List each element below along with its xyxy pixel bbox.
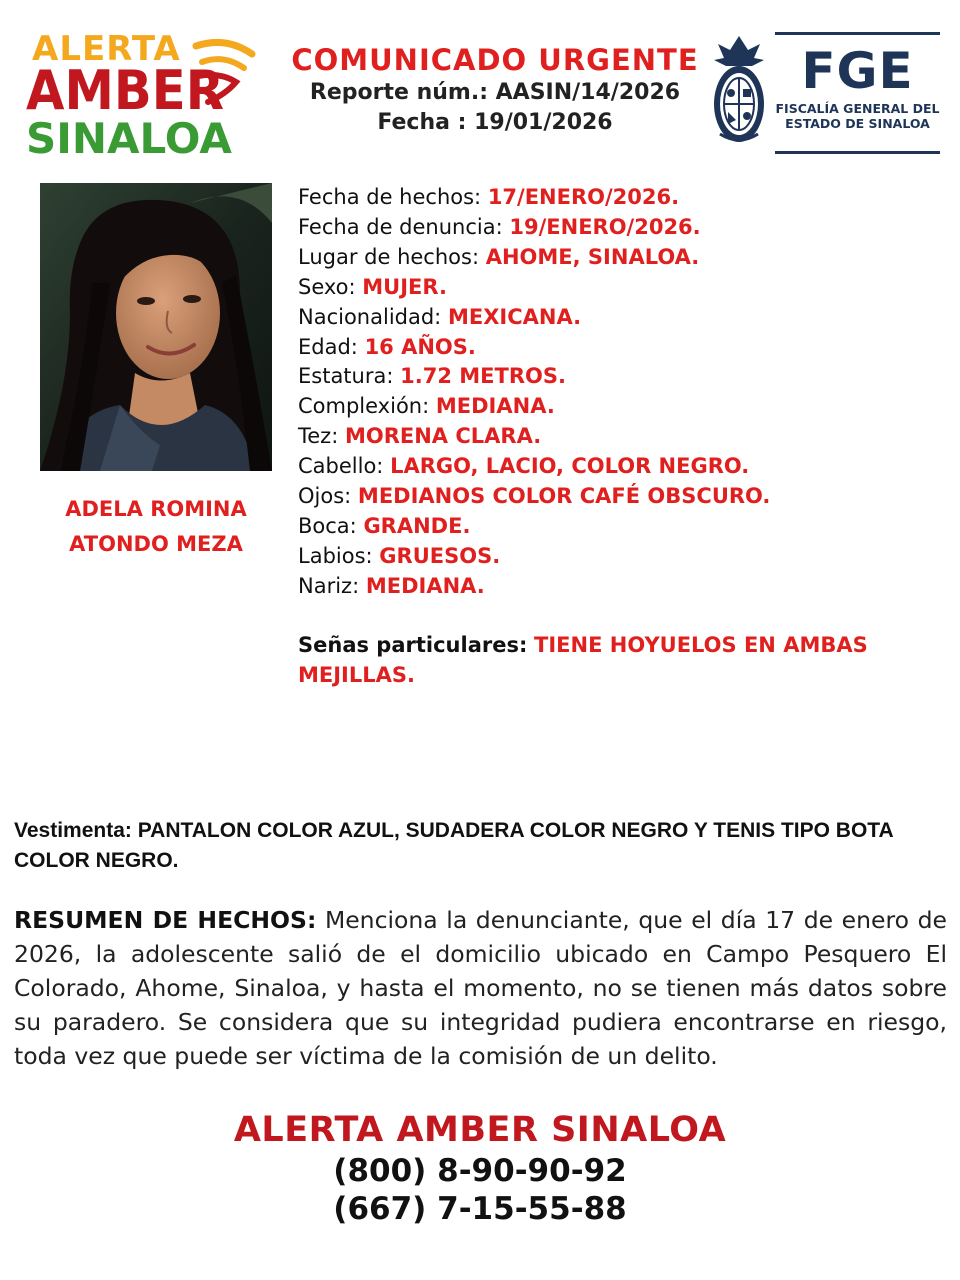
- detail-label: Sexo:: [298, 274, 356, 299]
- detail-edad: [298, 333, 938, 363]
- detail-estatura: [298, 362, 938, 392]
- detail-label: Fecha de hechos:: [298, 185, 482, 209]
- detail-label: Estatura:: [298, 364, 394, 389]
- detail-value: MORENA CLARA.: [344, 424, 542, 449]
- summary-label: RESUMEN DE HECHOS:: [14, 906, 317, 934]
- detail-ojos: [298, 482, 938, 512]
- senas-value: TIENE HOYUELOS EN AMBAS MEJILLAS.: [298, 633, 868, 687]
- alerta-amber-logo: [22, 30, 262, 165]
- footer-title: ALERTA AMBER SINALOA: [233, 1110, 727, 1150]
- clothing-description: Vestimenta: PANTALON COLOR AZUL, SUDADERA COLOR NEGRO Y TENIS TIPO BOTA COLOR NEGRO.: [14, 819, 893, 872]
- detail-lugar-hechos: [298, 243, 938, 273]
- detail-label: Boca:: [298, 513, 357, 538]
- detail-boca: [298, 512, 938, 542]
- detail-value: GRANDE.: [363, 513, 471, 538]
- phone-number-1[interactable]: (800) 8-90-90-92: [333, 1153, 627, 1189]
- sinaloa-coat-of-arms-icon: [710, 30, 768, 150]
- detail-fecha-hechos: [298, 183, 938, 213]
- detail-sexo: [298, 273, 938, 303]
- contact-footer: [0, 1108, 960, 1228]
- report-date: Fecha : 19/01/2026: [377, 110, 613, 135]
- communique-title: COMUNICADO URGENTE: [291, 43, 699, 77]
- fge-name-line1: FISCALÍA GENERAL DEL: [775, 101, 940, 116]
- senas-label: Señas particulares:: [298, 633, 528, 657]
- missing-person-photo: [40, 183, 272, 471]
- detail-label: Edad:: [298, 334, 358, 359]
- fge-acronym: FGE: [801, 42, 914, 100]
- detail-complexion: [298, 392, 938, 422]
- distinguishing-marks: [298, 630, 938, 690]
- detail-value: MEDIANOS COLOR CAFÉ OBSCURO.: [357, 484, 771, 509]
- detail-fecha-denuncia: [298, 213, 938, 243]
- logo-word-alerta: ALERTA: [32, 29, 181, 69]
- detail-value: 16 AÑOS.: [364, 334, 476, 359]
- detail-label: Complexión:: [298, 394, 430, 419]
- phone-number-2[interactable]: (667) 7-15-55-88: [333, 1191, 627, 1227]
- details-list: [298, 183, 938, 602]
- detail-label: Lugar de hechos:: [298, 244, 480, 269]
- detail-label: Nariz:: [298, 573, 360, 598]
- detail-cabello: [298, 452, 938, 482]
- summary-text: Menciona la denunciante, que el día 17 de enero de 2026, la adolescente salió de el domicilio ubicado en Campo Pesquero El Colorado, Ahome, Sinaloa, y hasta el momento, no se tienen más datos sobre su paradero. Se considera que su integridad pudiera encontrarse en riesgo, toda vez que puede ser víctima de la comisión de un delito.: [14, 906, 947, 1070]
- report-number: Reporte núm.: AASIN/14/2026: [309, 80, 681, 105]
- person-name-line2: ATONDO MEZA: [69, 532, 243, 556]
- detail-label: Tez:: [298, 424, 339, 449]
- detail-value: MEXICANA.: [447, 304, 582, 329]
- fge-name-line2: ESTADO DE SINALOA: [785, 116, 930, 131]
- fge-logo: [775, 32, 940, 154]
- detail-label: Cabello:: [298, 454, 384, 479]
- detail-value: GRUESOS.: [379, 543, 501, 568]
- detail-value: MEDIANA.: [435, 394, 555, 419]
- case-summary: [14, 903, 947, 1073]
- detail-value: MUJER.: [362, 274, 447, 299]
- person-name-line1: ADELA ROMINA: [65, 497, 247, 521]
- detail-value: 1.72 METROS.: [400, 364, 566, 389]
- detail-nacionalidad: [298, 303, 938, 333]
- detail-value: LARGO, LACIO, COLOR NEGRO.: [390, 454, 750, 479]
- detail-labios: [298, 542, 938, 572]
- logo-word-sinaloa: SINALOA: [26, 114, 232, 163]
- detail-value: 17/ENERO/2026.: [487, 185, 680, 209]
- detail-label: Fecha de denuncia:: [298, 214, 503, 239]
- detail-value: MEDIANA.: [365, 573, 485, 598]
- logo-signal-waves-icon: [190, 32, 262, 112]
- missing-person-name: [20, 492, 292, 562]
- detail-value: AHOME, SINALOA.: [485, 244, 700, 269]
- detail-value: 19/ENERO/2026.: [509, 214, 701, 239]
- detail-nariz: [298, 572, 938, 602]
- communique-header: [290, 42, 700, 138]
- detail-tez: [298, 422, 938, 452]
- logo-word-amber: AMBER: [26, 59, 224, 122]
- detail-label: Nacionalidad:: [298, 304, 442, 329]
- detail-label: Labios:: [298, 543, 373, 568]
- detail-label: Ojos:: [298, 484, 352, 509]
